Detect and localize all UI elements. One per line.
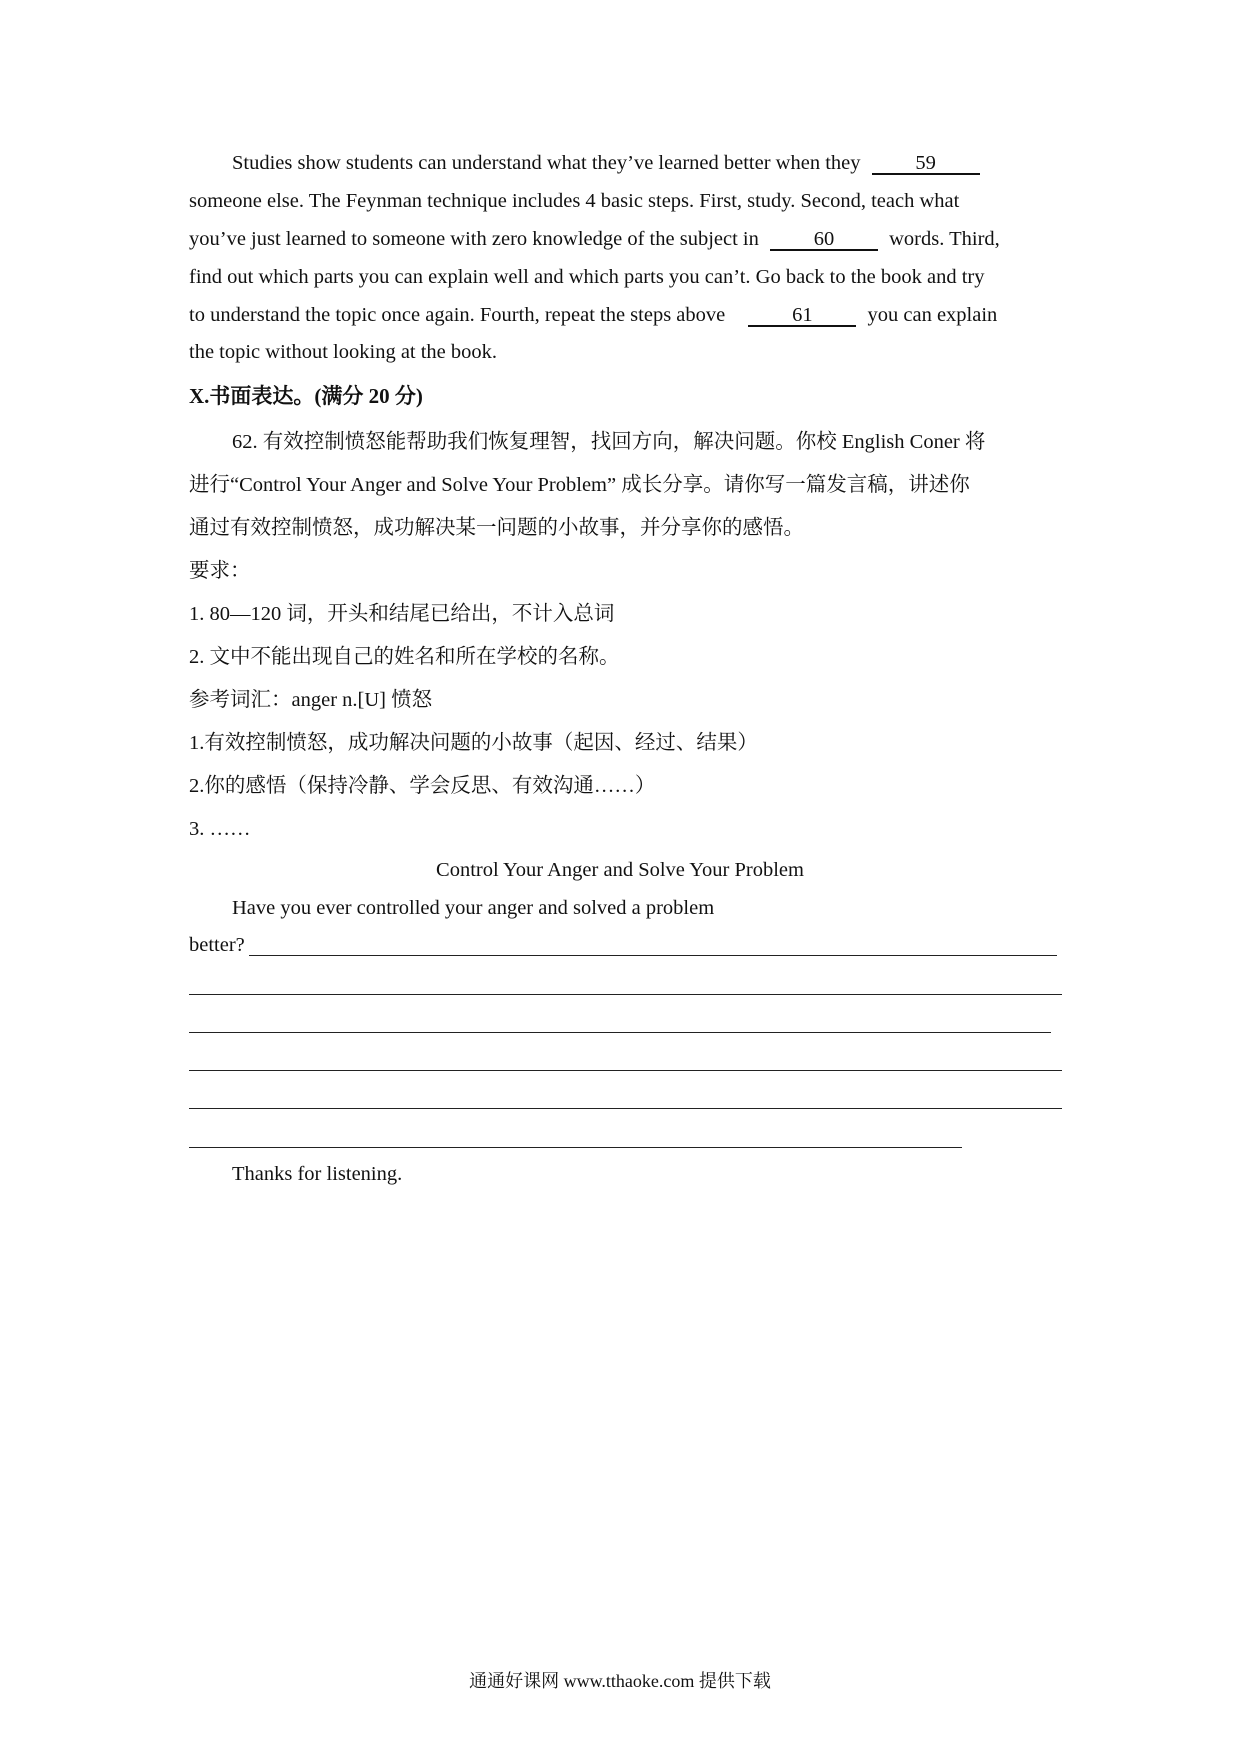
- answer-blank-59[interactable]: 59: [872, 153, 980, 175]
- content-point-3: 3. ……: [189, 818, 251, 840]
- writing-line-1[interactable]: [249, 955, 1057, 956]
- essay-opening: Have you ever controlled your anger and solved a problem: [232, 897, 715, 919]
- page-footer: 通通好课网 www.tthaoke.com 提供下载: [469, 1671, 771, 1691]
- question-62-line-1: 62. 有效控制愤怒能帮助我们恢复理智，找回方向，解决问题。你校 English Coner 将: [232, 431, 986, 453]
- writing-line-6[interactable]: [189, 1147, 962, 1148]
- content-point-2: 2.你的感悟（保持冷静、学会反思、有效沟通……）: [189, 775, 656, 797]
- essay-closing: Thanks for listening.: [232, 1163, 403, 1185]
- writing-line-3[interactable]: [189, 1032, 1051, 1033]
- question-62-line-3: 通过有效控制愤怒，成功解决某一问题的小故事，并分享你的感悟。: [189, 517, 804, 539]
- writing-line-2[interactable]: [189, 994, 1062, 995]
- essay-title: Control Your Anger and Solve Your Problem: [436, 859, 804, 881]
- writing-line-4[interactable]: [189, 1070, 1062, 1071]
- passage-line-1: [232, 150, 980, 176]
- reference-vocab: 参考词汇：anger n.[U] 愤怒: [189, 689, 433, 711]
- passage-text: words. Third,: [889, 228, 1000, 250]
- content-point-1: 1.有效控制愤怒，成功解决问题的小故事（起因、经过、结果）: [189, 732, 758, 754]
- requirement-2: 2. 文中不能出现自己的姓名和所在学校的名称。: [189, 646, 620, 668]
- passage-line-5: [189, 302, 997, 328]
- requirements-label: 要求：: [189, 560, 251, 582]
- passage-line-4: find out which parts you can explain well and which parts you can’t. Go back to the book and try: [189, 266, 985, 288]
- answer-blank-60[interactable]: 60: [770, 229, 878, 251]
- essay-opening-continued: better?: [189, 934, 245, 956]
- passage-text: Studies show students can understand what they’ve learned better when they: [232, 152, 861, 174]
- passage-line-2: someone else. The Feynman technique includes 4 basic steps. First, study. Second, teach what: [189, 190, 960, 212]
- writing-line-5[interactable]: [189, 1108, 1062, 1109]
- answer-blank-61[interactable]: 61: [748, 305, 856, 327]
- section-heading: X.书面表达。(满分 20 分): [189, 384, 423, 408]
- passage-line-3: [189, 226, 1000, 252]
- requirement-1: 1. 80—120 词，开头和结尾已给出，不计入总词: [189, 603, 615, 625]
- question-62-line-2: 进行“Control Your Anger and Solve Your Problem” 成长分享。请你写一篇发言稿，讲述你: [189, 474, 970, 496]
- passage-text: you can explain: [867, 304, 998, 326]
- passage-text: you’ve just learned to someone with zero knowledge of the subject in: [189, 228, 759, 250]
- passage-text: to understand the topic once again. Fourth, repeat the steps above: [189, 304, 726, 326]
- passage-line-6: the topic without looking at the book.: [189, 341, 498, 363]
